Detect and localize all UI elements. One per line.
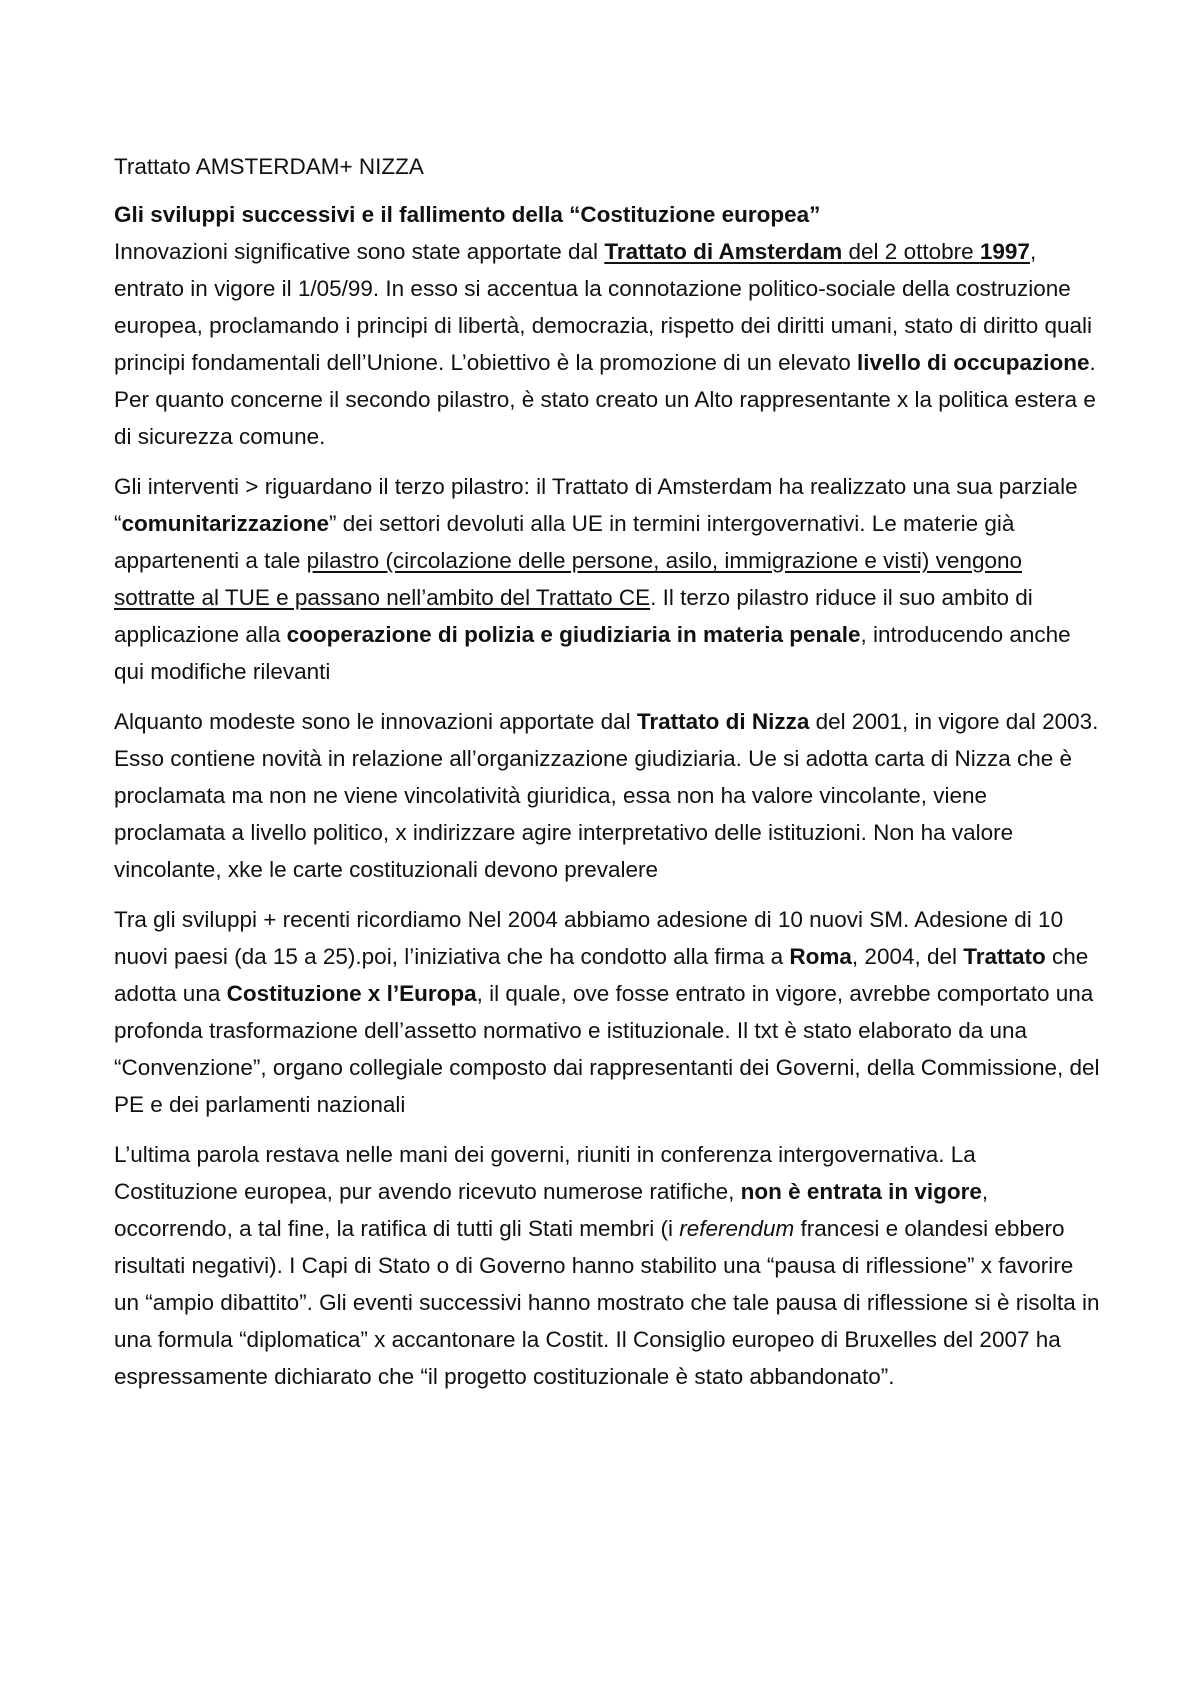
- text: Alquanto modeste sono le innovazioni apportate dal: [114, 709, 637, 734]
- bold-year: 1997: [979, 239, 1030, 264]
- text: del 2 ottobre: [842, 239, 980, 264]
- document-title: Trattato AMSTERDAM+ NIZZA: [114, 154, 424, 179]
- text: , occorrendo, a tal fine, la ratifica di tutti gli Stati membri (i: [114, 1179, 989, 1241]
- text: , entrato in vigore il 1/05/99. In esso si accentua la connotazione politico-sociale della costruzione europea, proclamando i principi di libertà, democrazia, rispetto dei diritti umani, stato di diritto quali principi fondamentali dell’Unione. L’obiettivo è la promozione di un elevato: [114, 239, 1092, 375]
- bold-term: comunitarizzazione: [121, 511, 330, 536]
- bold-term: non è entrata in vigore: [740, 1179, 982, 1204]
- bold-term: cooperazione di polizia e giudiziaria in materia penale: [286, 622, 861, 647]
- text: che adotta una: [114, 944, 1089, 1006]
- paragraph-third-pillar: [114, 468, 1100, 690]
- text: francesi e olandesi ebbero risultati negativi). I Capi di Stato o di Governo hanno stabilito una “pausa di riflessione” x favorire un “ampio dibattito”. Gli eventi successivi hanno mostrato che tale pausa di riflessione si è risolta in una formula “diplomatica” x accantonare la Costit. Il Consiglio europeo di Bruxelles del 2007 ha espressamente dichiarato che “il progetto costituzionale è stato abbandonato”.: [114, 1216, 1100, 1389]
- bold-term: livello di occupazione: [856, 350, 1090, 375]
- paragraph-nizza: [114, 703, 1100, 888]
- text: , il quale, ove fosse entrato in vigore, avrebbe comportato una profonda trasformazione dell’assetto normativo e istituzionale. Il txt è stato elaborato da una “Convenzione”, organo collegiale composto dai rappresentanti dei Governi, della Commissione, del PE e dei parlamenti nazionali: [114, 981, 1100, 1117]
- text: , 2004, del: [851, 944, 964, 969]
- underlined-treaty-date: [604, 239, 1030, 264]
- text: . Il terzo pilastro riduce il suo ambito di applicazione alla: [114, 585, 1033, 647]
- italic-term: referendum: [679, 1216, 795, 1241]
- text: , introducendo anche qui modifiche rilevanti: [114, 622, 1071, 684]
- text: Tra gli sviluppi + recenti ricordiamo Nel 2004 abbiamo adesione di 10 nuovi SM. Adesione di 10 nuovi paesi (da 15 a 25).poi, l’iniziativa che ha condotto alla firma a: [114, 907, 1064, 969]
- bold-term: Costituzione x l’Europa: [226, 981, 477, 1006]
- text: Innovazioni significative sono state apportate dal: [114, 239, 605, 264]
- bold-term: Trattato di Nizza: [636, 709, 810, 734]
- bold-term: Roma: [789, 944, 852, 969]
- bold-term: Trattato di Amsterdam: [604, 239, 843, 264]
- text: ” dei settori devoluti alla UE in termini intergovernativi. Le materie già appartenenti a tale: [114, 511, 1015, 573]
- underlined-text: pilastro (circolazione delle persone, asilo, immigrazione e visti) vengono sottratte al TUE e passano nell’ambito del Trattato CE: [114, 548, 1022, 610]
- text: del 2001, in vigore dal 2003. Esso contiene novità in relazione all’organizzazione giudiziaria. Ue si adotta carta di Nizza che è proclamata ma non ne viene vincolatività giuridica, essa non ha valore vincolante, viene proclamata a livello politico, x indirizzare agire interpretativo delle istituzioni. Non ha valore vincolante, xke le carte costituzionali devono prevalere: [114, 709, 1099, 882]
- section-subtitle: Gli sviluppi successivi e il fallimento della “Costituzione europea”: [114, 202, 821, 227]
- text: Gli interventi > riguardano il terzo pilastro: il Trattato di Amsterdam ha realizzato una sua parziale “: [114, 474, 1078, 536]
- paragraph-constitution-failure: [114, 1136, 1100, 1395]
- text: L’ultima parola restava nelle mani dei governi, riuniti in conferenza intergovernativa. La Costituzione europea, pur avendo ricevuto numerose ratifiche,: [114, 1142, 976, 1204]
- text: Per quanto concerne il secondo pilastro, è stato creato un Alto rappresentante x la politica estera e di sicurezza comune.: [114, 387, 1096, 449]
- paragraph-recent-developments: [114, 901, 1100, 1123]
- paragraph-amsterdam: [114, 196, 1100, 455]
- bold-term: Trattato: [963, 944, 1046, 969]
- text: .: [1089, 350, 1096, 375]
